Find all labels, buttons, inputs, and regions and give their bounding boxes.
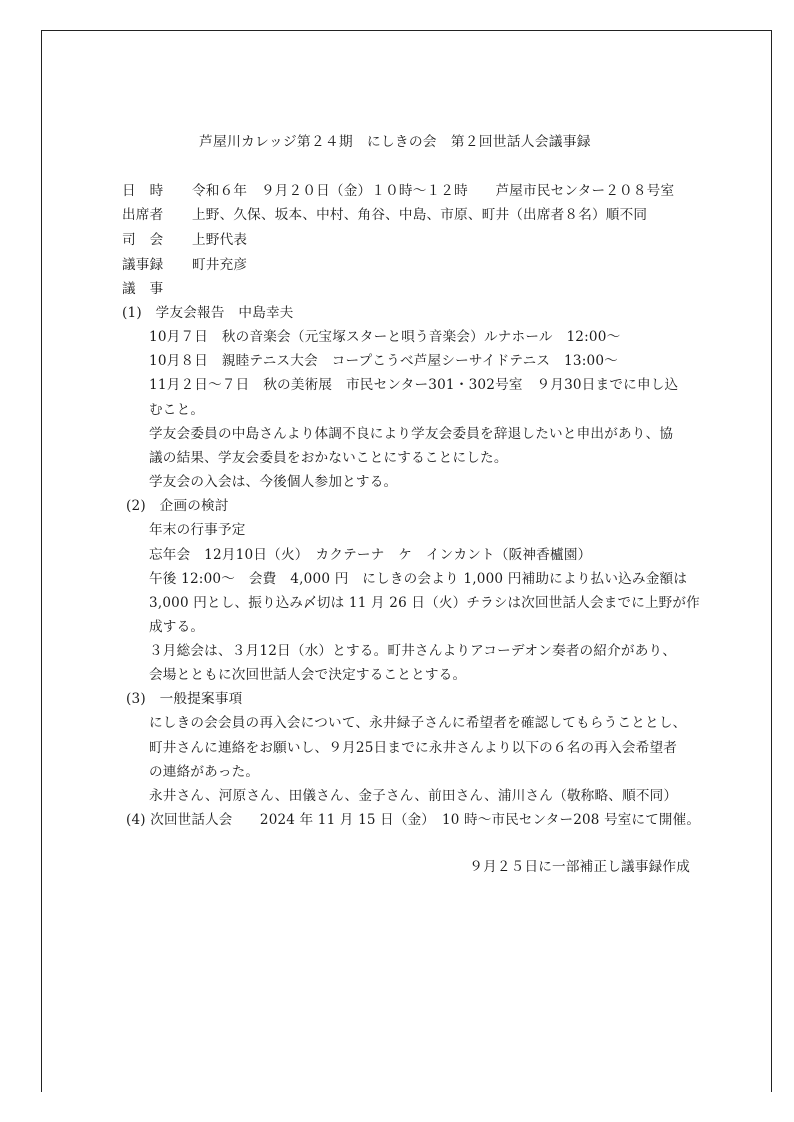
section-1-line: 10月８日 親睦テニス大会 コープこうべ芦屋シーサイドテニス 13:00～ [149, 353, 618, 369]
attendees-value: 上野、久保、坂本、中村、角谷、中島、市原、町井（出席者８名）順不同 [192, 207, 648, 223]
minutes-taker-value: 町井充彦 [192, 257, 248, 273]
date-label: 日 時 [122, 183, 164, 199]
section-3-heading: (3) 一般提案事項 [126, 691, 243, 707]
date-value: 令和６年 ９月２０日（金）１０時～１２時 芦屋市民センター２０８号室 [192, 183, 675, 199]
section-2-line: 午後 12:00～ 会費 4,000 円 にしきの会より 1,000 円補助により払い込み金額は [149, 571, 688, 587]
section-3-line: の連絡があった。 [149, 764, 260, 780]
section-1-line: 10月７日 秋の音楽会（元宝塚スターと唄う音楽会）ルナホール 12:00～ [149, 329, 621, 345]
section-1-line: むこと。 [149, 402, 205, 418]
attendees-label: 出席者 [122, 207, 164, 223]
section-2-line: 3,000 円とし、振り込み〆切は 11 月 26 日（火）チラシは次回世話人会までに上野が作 [149, 595, 700, 611]
section-2-heading: (2) 企画の検討 [126, 498, 229, 514]
section-1-line: 学友会委員の中島さんより体調不良により学友会委員を辞退したいと申出があり、協 [149, 426, 674, 442]
chair-label: 司 会 [122, 232, 164, 248]
section-2-line: 成する。 [149, 619, 205, 635]
section-3-line: にしきの会会員の再入会について、永井緑子さんに希望者を確認してもらうこととし、 [149, 715, 687, 731]
section-1-line: 11月２日～７日 秋の美術展 市民センター301・302号室 ９月30日までに申し込 [149, 377, 679, 393]
section-2-line: 年末の行事予定 [149, 522, 246, 538]
section-1-line: 議の結果、学友会委員をおかないことにすることにした。 [149, 450, 508, 466]
agenda-label: 議 事 [122, 281, 164, 297]
section-3-line: 町井さんに連絡をお願いし、９月25日までに永井さんより以下の６名の再入会希望者 [149, 740, 678, 756]
section-4-text: (4) 次回世話人会 2024 年 11 月 15 日（金） 10 時～市民センター208 号室にて開催。 [126, 812, 701, 828]
section-2-line: 忘年会 12月10日（火） カクテーナ ケ インカント（阪神香櫨園） [149, 547, 592, 563]
chair-value: 上野代表 [192, 232, 248, 248]
section-2-line: ３月総会は、３月12日（水）とする。町井さんよりアコーデオン奏者の紹介があり、 [149, 643, 677, 659]
footer-note: ９月２５日に一部補正し議事録作成 [469, 859, 690, 875]
minutes-taker-label: 議事録 [122, 257, 164, 273]
section-3-line: 永井さん、河原さん、田儀さん、金子さん、前田さん、浦川さん（敬称略、順不同） [149, 788, 678, 804]
document-title: 芦屋川カレッジ第２４期 にしきの会 第２回世話人会議事録 [199, 134, 591, 150]
section-1-heading: (1) 学友会報告 中島幸夫 [122, 305, 294, 321]
section-1-line: 学友会の入会は、今後個人参加とする。 [149, 474, 398, 490]
section-2-line: 会場とともに次回世話人会で決定することとする。 [149, 667, 467, 683]
